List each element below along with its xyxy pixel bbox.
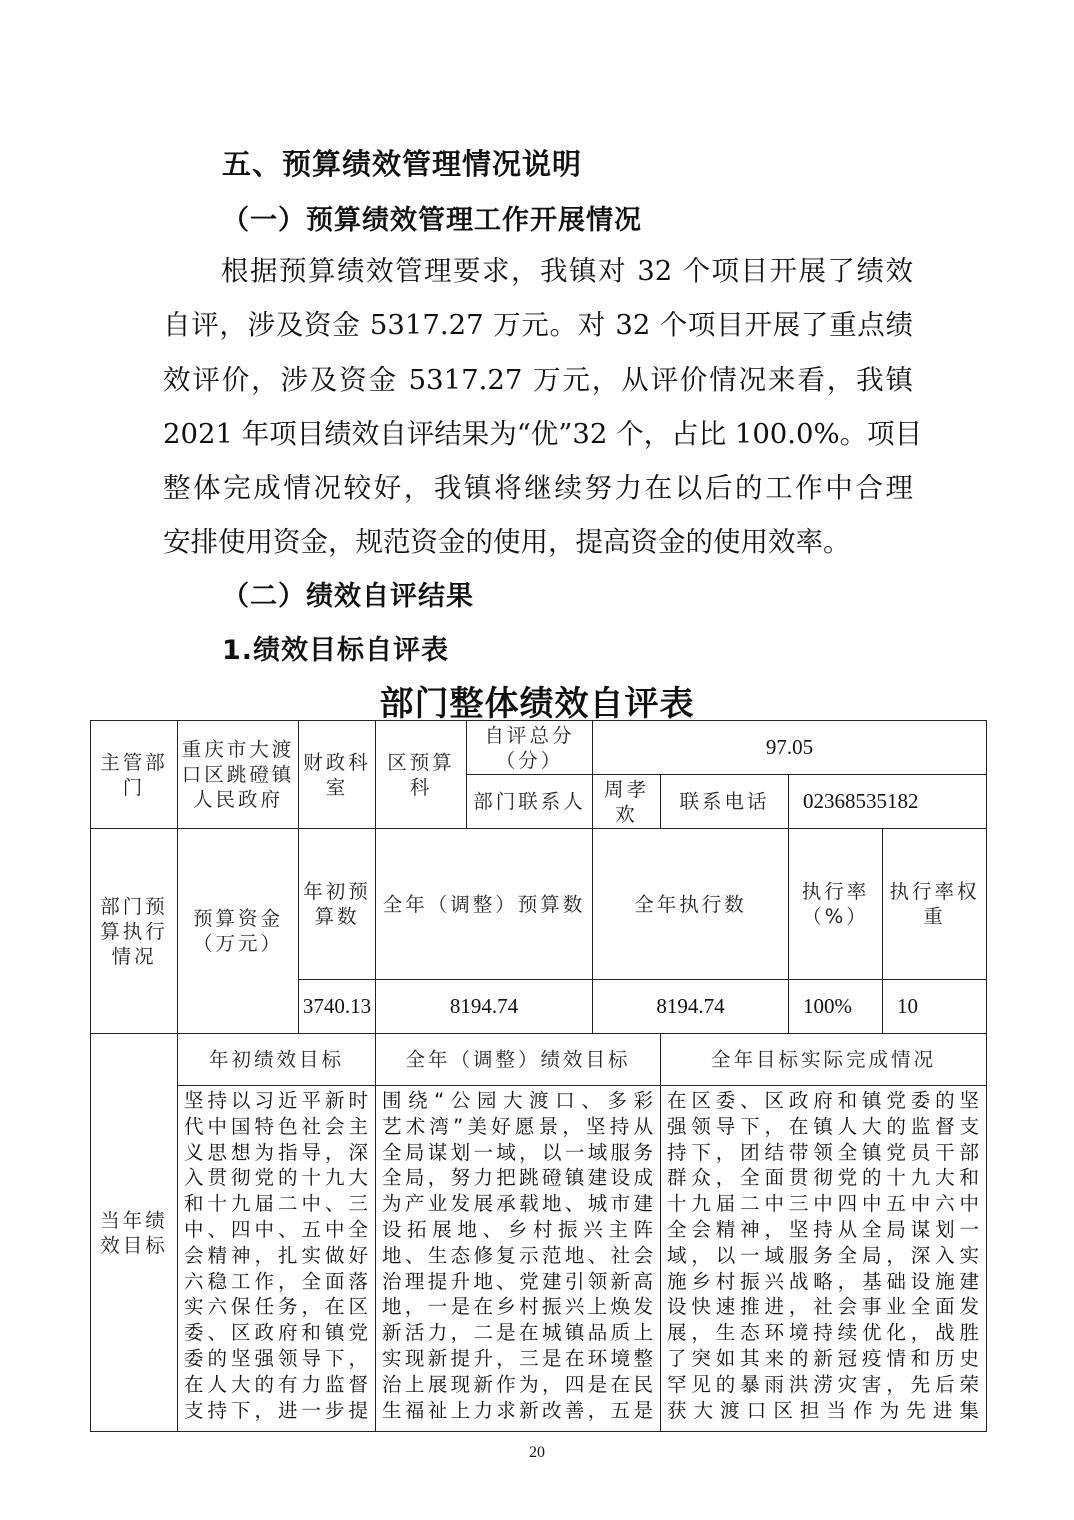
goal-text-line: 六稳工作，全面落 [184,1269,369,1293]
paragraph-line: 根据预算绩效管理要求，我镇对 32 个项目开展了绩效 [221,255,913,287]
goal-text-line: 施乡村振兴战略，基础设施建 [667,1269,980,1293]
goal-text-line: 全局，努力把跳磴镇建设成 [382,1166,654,1190]
executed-value-cell: 8194.74 [593,980,789,1034]
goal-text-line: 会精神，扎实做好 [184,1243,369,1267]
goal-text-line: 生福祉上力求新改善，五是 [382,1398,654,1422]
goal-text-line: 入贯彻党的十九大 [184,1166,369,1190]
exec-rate-value-cell: 100% [789,980,883,1034]
adjusted-budget-label-cell: 全年（调整）预算数 [376,829,593,980]
dept-value-cell: 重庆市大渡口区跳磴镇人民政府 [178,721,299,829]
exec-rate-label-cell: 执行率（%） [789,829,883,980]
initial-goal-text-cell [178,1086,376,1432]
goal-text-line: 围绕“公园大渡口、多彩 [382,1089,654,1112]
goal-text-line: 为产业发展承载地、城市建 [382,1192,654,1216]
goal-text-line: 新活力，二是在城镇品质上 [382,1321,654,1345]
funds-label-cell: 预算资金（万元） [178,829,299,1034]
paragraph-line: 效评价，涉及资金 5317.27 万元，从评价情况来看，我镇 [163,363,913,396]
goal-text-line: 获大渡口区担当作为先进集 [667,1398,980,1422]
goal-text-line: 义思想为指导，深 [184,1140,369,1164]
adjusted-goal-text-cell [376,1086,661,1432]
goal-text-line: 委的坚强领导下， [184,1346,369,1370]
budget-exec-label-cell: 部门预算执行情况 [91,829,178,1034]
table-title: 部门整体绩效自评表 [379,684,695,724]
section-heading: 五、预算绩效管理情况说明 [222,147,583,181]
paragraph-line: 整体完成情况较好，我镇将继续努力在以后的工作中合理 [163,472,913,505]
performance-table [90,720,987,1432]
goal-text-line: 艺术湾”美好愿景，坚持从 [382,1114,654,1138]
phone-label-cell: 联系电话 [661,775,789,829]
initial-budget-label-cell: 年初预算数 [299,829,376,980]
goal-text-line: 实六保任务，在区 [184,1295,369,1319]
goal-text-line: 委、区政府和镇党 [184,1321,369,1345]
goal-text-line: 支持下，进一步提 [184,1398,369,1422]
goal-text-line: 地，一是在乡村振兴上焕发 [382,1295,654,1319]
goal-text-line: 设快速推进，社会事业全面发 [667,1295,980,1319]
subsection-heading-2: （二）绩效自评结果 [222,581,474,612]
exec-weight-label-cell: 执行率权重 [883,829,987,980]
goal-text-line: 坚持以习近平新时 [184,1089,369,1112]
goal-text-line: 在人大的有力监督 [184,1372,369,1396]
initial-goal-header-cell: 年初绩效目标 [178,1034,376,1086]
contact-label-cell: 部门联系人 [467,775,593,829]
goal-text-line: 展，生态环境持续优化，战胜 [667,1321,980,1345]
dept-label-cell: 主管部门 [91,721,178,829]
office-label-cell: 财政科室 [299,721,376,829]
goal-text-line: 群众，全面贯彻党的十九大和 [667,1166,980,1190]
office-value-cell: 区预算科 [376,721,467,829]
goal-text-line: 持下，团结带领全镇党员干部 [667,1140,980,1164]
adjusted-goal-header-cell: 全年（调整）绩效目标 [376,1034,661,1086]
goal-text-line: 域，以一域服务全局，深入实 [667,1243,980,1267]
initial-budget-value-cell: 3740.13 [299,980,376,1034]
actual-completion-text-cell [661,1086,987,1432]
goal-text-line: 十九届二中三中四中五中六中 [667,1192,980,1216]
exec-weight-value-cell: 10 [883,980,987,1034]
score-value-cell: 97.05 [593,721,987,775]
goal-text-line: 设拓展地、乡村振兴主阵 [382,1217,654,1241]
annual-goal-label-cell: 当年绩效目标 [91,1034,178,1432]
subsection-heading-1: （一）预算绩效管理工作开展情况 [222,205,642,236]
table-section-heading: 1.绩效目标自评表 [222,635,450,666]
goal-text-line: 在区委、区政府和镇党委的坚 [667,1089,980,1112]
goal-text-line: 治上展现新作为，四是在民 [382,1372,654,1396]
executed-label-cell: 全年执行数 [593,829,789,980]
goal-text-line: 治理提升地、党建引领新高 [382,1269,654,1293]
paragraph-line: 2021 年项目绩效自评结果为“优”32 个，占比 100.0%。项目 [163,417,923,450]
goal-text-line: 全局谋划一域，以一域服务 [382,1140,654,1164]
score-label-cell: 自评总分（分） [467,721,593,775]
goal-text-line: 中、四中、五中全 [184,1217,369,1241]
paragraph-line: 安排使用资金，规范资金的使用，提高资金的使用效率。 [163,526,851,559]
goal-text-line: 实现新提升，三是在环境整 [382,1346,654,1370]
actual-completion-header-cell: 全年目标实际完成情况 [661,1034,987,1086]
goal-text-line: 地、生态修复示范地、社会 [382,1243,654,1267]
goal-text-line: 全会精神，坚持从全局谋划一 [667,1217,980,1241]
goal-text-line: 和十九届二中、三 [184,1192,369,1216]
adjusted-budget-value-cell: 8194.74 [376,980,593,1034]
goal-text-line: 强领导下，在镇人大的监督支 [667,1114,980,1138]
goal-text-line: 罕见的暴雨洪涝灾害，先后荣 [667,1372,980,1396]
paragraph-line: 自评，涉及资金 5317.27 万元。对 32 个项目开展了重点绩 [163,309,913,342]
contact-value-cell: 周孝欢 [593,775,661,829]
body-paragraph [163,244,923,570]
phone-value-cell: 02368535182 [789,775,987,829]
page-number: 20 [529,1444,545,1461]
goal-text-line: 了突如其来的新冠疫情和历史 [667,1346,980,1370]
goal-text-line: 代中国特色社会主 [184,1114,369,1138]
